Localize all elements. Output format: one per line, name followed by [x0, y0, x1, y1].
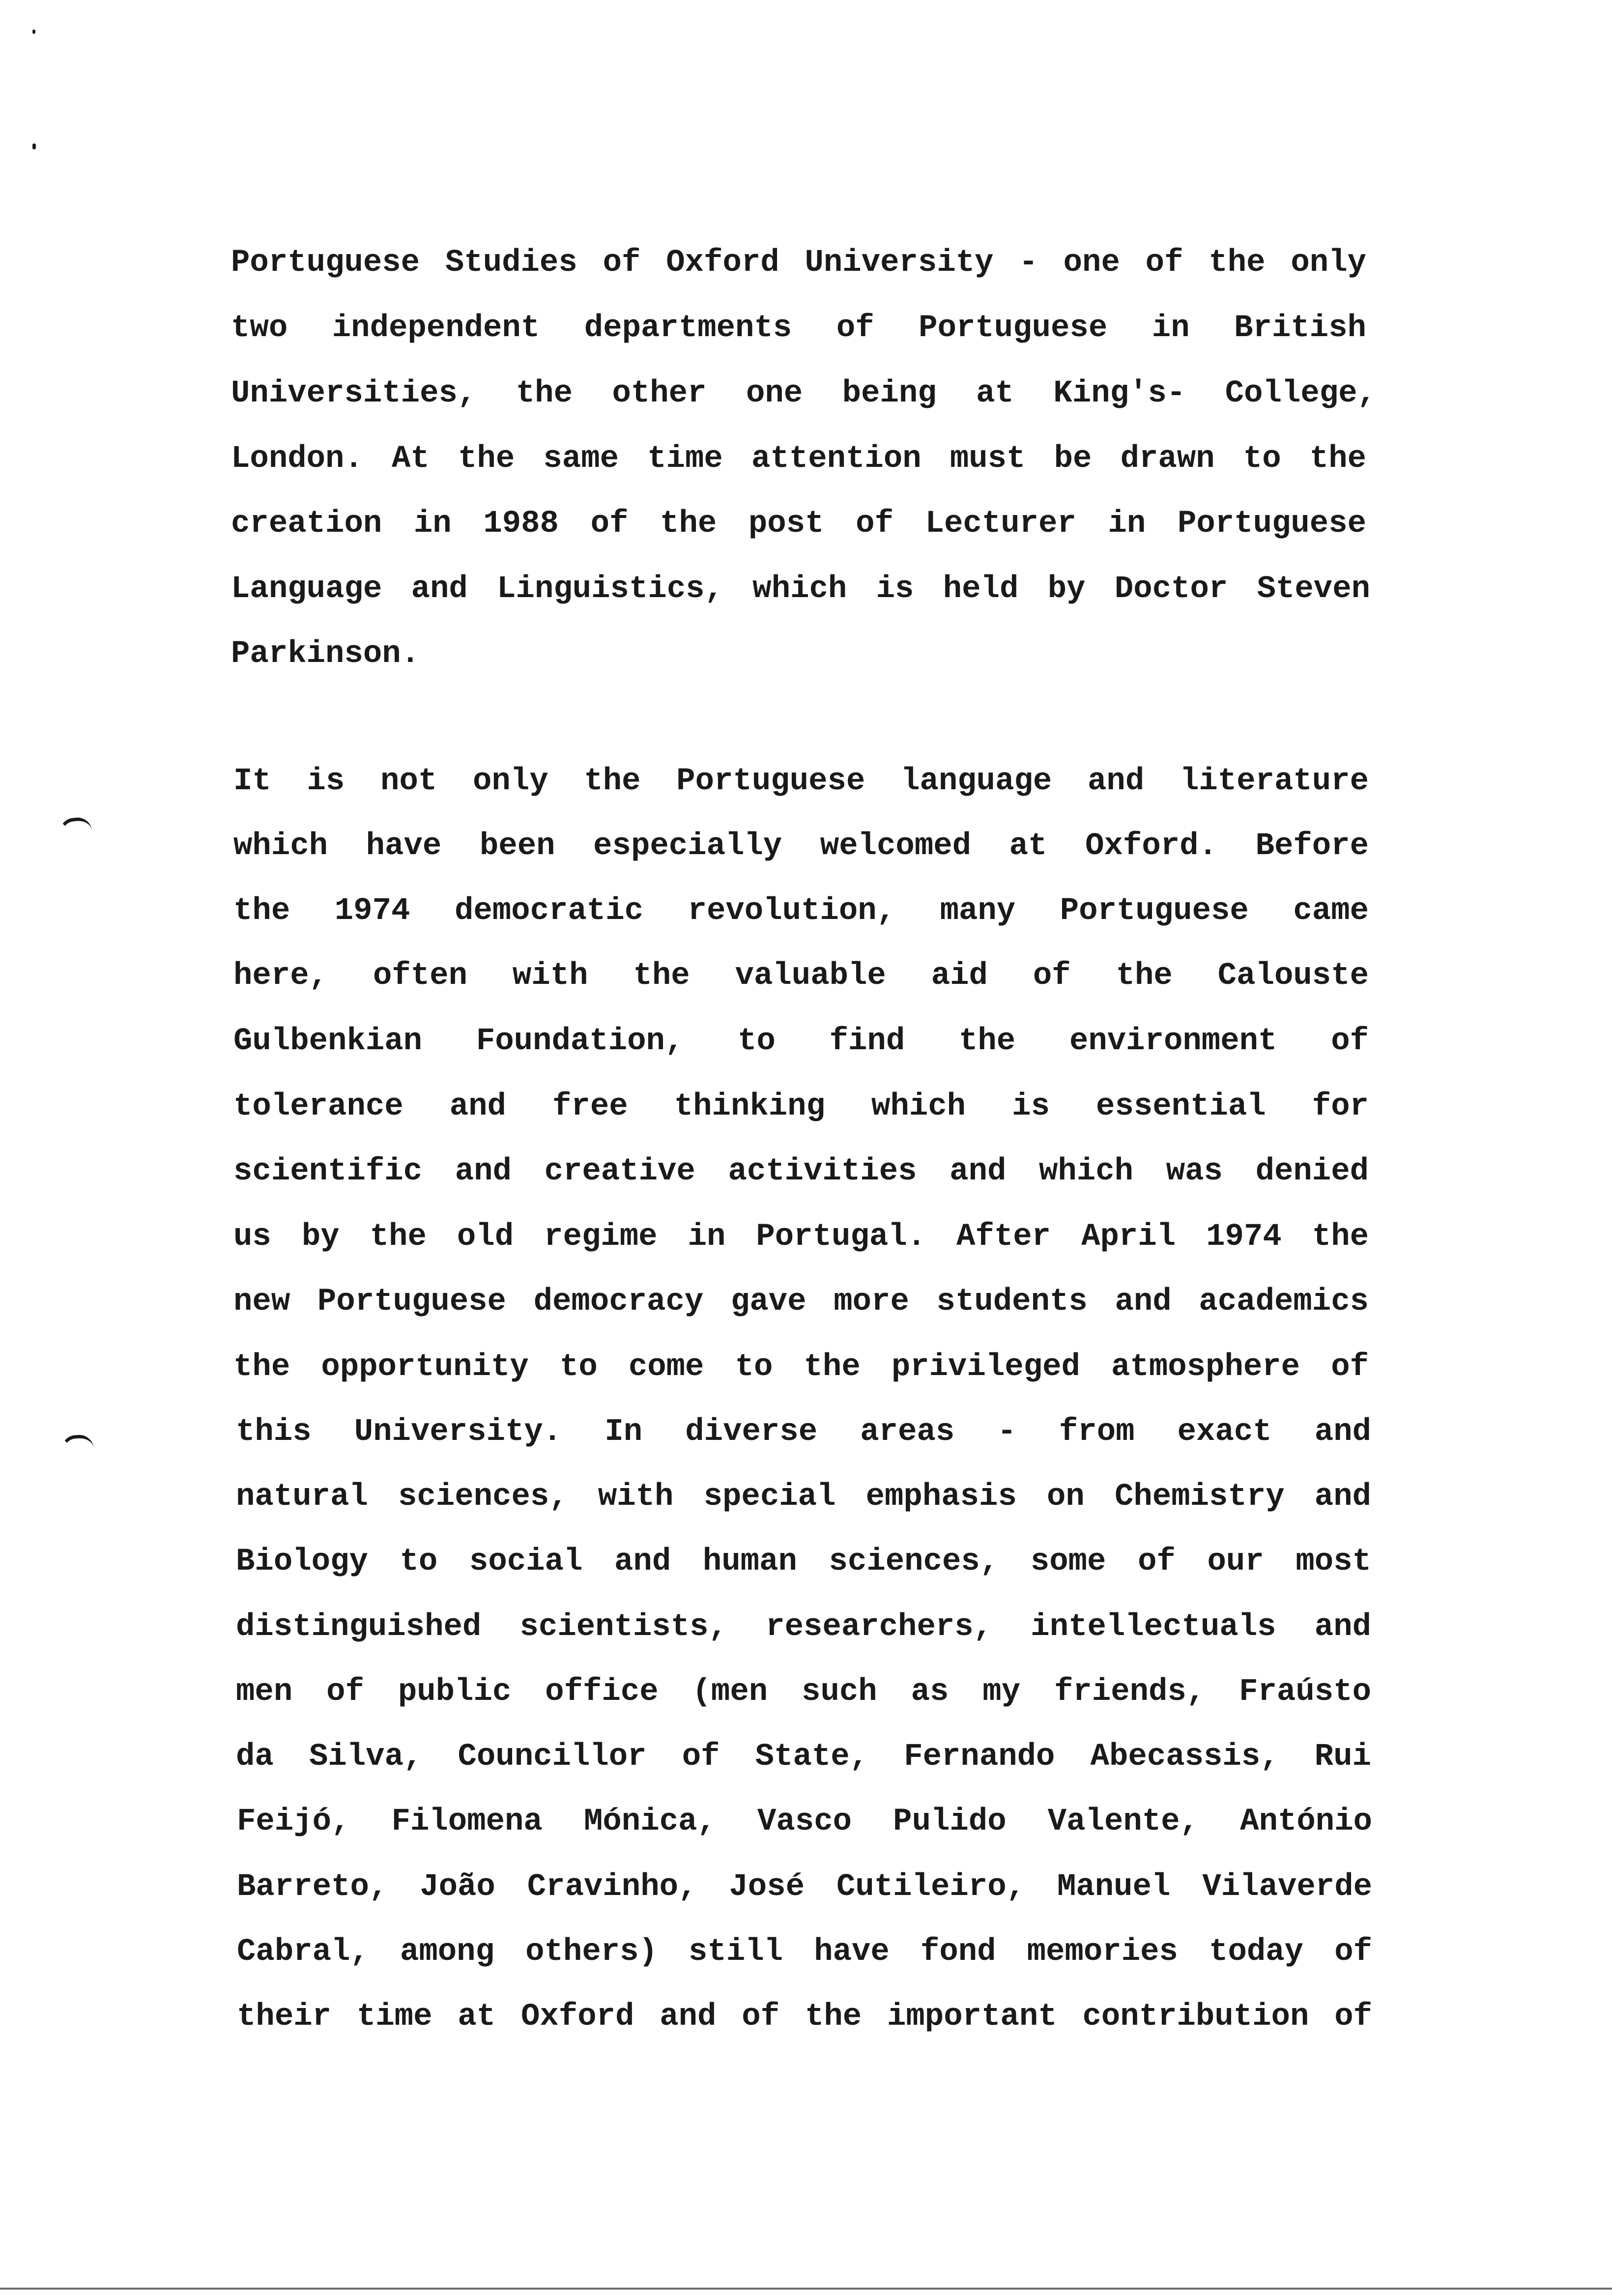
text-line: Portuguese Studies of Oxford University - one of the only: [231, 245, 1366, 281]
text-line: men of public office (men such as my friends, Fraústo: [236, 1674, 1371, 1710]
text-line: Feijó, Filomena Mónica, Vasco Pulido Valente, António: [237, 1804, 1372, 1839]
text-line: two independent departments of Portuguese in British: [231, 311, 1366, 346]
text-line: this University. In diverse areas - from exact and: [236, 1414, 1371, 1450]
text-line: Gulbenkian Foundation, to find the environment of: [233, 1024, 1369, 1059]
text-line: us by the old regime in Portugal. After April 1974 the: [233, 1219, 1369, 1255]
text-line: their time at Oxford and of the important contribution of: [237, 1999, 1372, 2035]
text-line: Biology to social and human sciences, some of our most: [236, 1544, 1371, 1579]
margin-bracket-mark: [60, 1434, 94, 1451]
text-line: which have been especially welcomed at Oxford. Before: [233, 829, 1369, 864]
text-line: here, often with the valuable aid of the Calouste: [233, 958, 1369, 994]
page-bottom-edge: [0, 2288, 1612, 2290]
text-line: creation in 1988 of the post of Lecturer in Portuguese: [231, 506, 1366, 542]
text-line: da Silva, Councillor of State, Fernando Abecassis, Rui: [236, 1739, 1371, 1775]
punch-hole-mark: [32, 144, 36, 149]
text-line: distinguished scientists, researchers, intellectuals and: [236, 1609, 1371, 1645]
text-line: new Portuguese democracy gave more students and academics: [233, 1284, 1369, 1320]
text-line: natural sciences, with special emphasis on Chemistry and: [236, 1479, 1371, 1515]
text-line: Barreto, João Cravinho, José Cutileiro, Manuel Vilaverde: [237, 1869, 1372, 1905]
text-line: London. At the same time attention must be drawn to the: [231, 441, 1366, 477]
text-line: Cabral, among others) still have fond memories today of: [237, 1934, 1372, 1970]
text-line: Parkinson.: [231, 636, 420, 672]
text-line: the 1974 democratic revolution, many Portuguese came: [233, 893, 1369, 929]
margin-bracket-mark: [58, 816, 92, 834]
text-line: the opportunity to come to the privileged atmosphere of: [233, 1349, 1369, 1385]
text-line: Language and Linguistics, which is held by Doctor Steven: [231, 572, 1370, 607]
text-line: tolerance and free thinking which is essential for: [233, 1089, 1369, 1124]
text-line: Universities, the other one being at King's- College,: [231, 376, 1376, 411]
text-line: It is not only the Portuguese language and literature: [233, 764, 1369, 799]
scan-speck: [32, 29, 35, 34]
text-line: scientific and creative activities and which was denied: [233, 1154, 1369, 1189]
